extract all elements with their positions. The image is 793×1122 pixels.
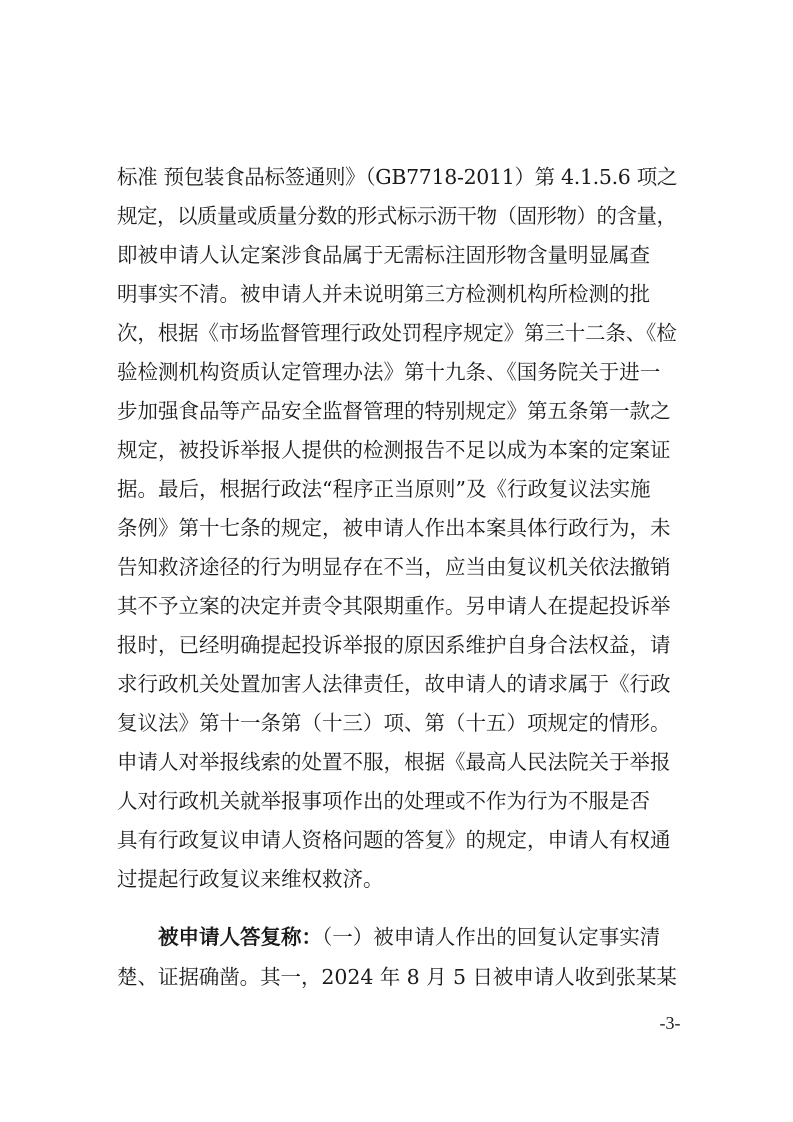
text-line: 步加强食品等产品安全监督管理的特别规定》第五条第一款之 (117, 399, 671, 423)
text-line: 具有行政复议申请人资格问题的答复》的规定，申请人有权通 (117, 828, 671, 852)
text-line: 即被申请人认定案涉食品属于无需标注固形物含量明显属查 (117, 243, 650, 267)
text-line: 条例》第十七条的规定，被申请人作出本案具体行政行为，未 (117, 516, 671, 540)
text-line: 次，根据《市场监督管理行政处罚程序规定》第三十二条、《检 (117, 321, 677, 345)
text-line: 人对行政机关就举报事项作出的处理或不作为行为不服是否 (117, 789, 650, 813)
page-number: -3- (659, 1013, 681, 1033)
text-line: 楚、证据确凿。其一，2024 年 8 月 5 日被申请人收到张某某 (117, 965, 677, 989)
text-line: 申请人对举报线索的处置不服，根据《最高人民法院关于举报 (117, 750, 671, 774)
text-line: 规定，以质量或质量分数的形式标示沥干物（固形物）的含量， (117, 204, 677, 228)
text-line: 求行政机关处置加害人法律责任，故申请人的请求属于《行政 (117, 672, 671, 696)
paragraph-lead-line (158, 920, 678, 954)
text-line: 标准 预包装食品标签通则》（GB7718-2011）第 4.1.5.6 项之 (117, 165, 678, 189)
text-line: 明事实不清。被申请人并未说明第三方检测机构所检测的批 (117, 282, 650, 306)
text-line: 告知救济途径的行为明显存在不当，应当由复议机关依法撤销 (117, 555, 671, 579)
respondent-reply-heading: 被申请人答复称： (158, 925, 322, 949)
text-line: 过提起行政复议来维权救济。 (117, 867, 384, 891)
text-line: 据。最后，根据行政法“程序正当原则”及《行政复议法实施 (117, 477, 651, 501)
text-line: 复议法》第十一条第（十三）项、第（十五）项规定的情形。 (117, 711, 671, 735)
text-span: （一）被申请人作出的回复认定事实清 (322, 925, 661, 949)
text-line: 报时，已经明确提起投诉举报的原因系维护自身合法权益，请 (117, 633, 671, 657)
text-line: 其不予立案的决定并责令其限期重作。另申请人在提起投诉举 (117, 594, 671, 618)
text-line: 验检测机构资质认定管理办法》第十九条、《国务院关于进一 (117, 360, 661, 384)
text-line: 规定，被投诉举报人提供的检测报告不足以成为本案的定案证 (117, 438, 671, 462)
